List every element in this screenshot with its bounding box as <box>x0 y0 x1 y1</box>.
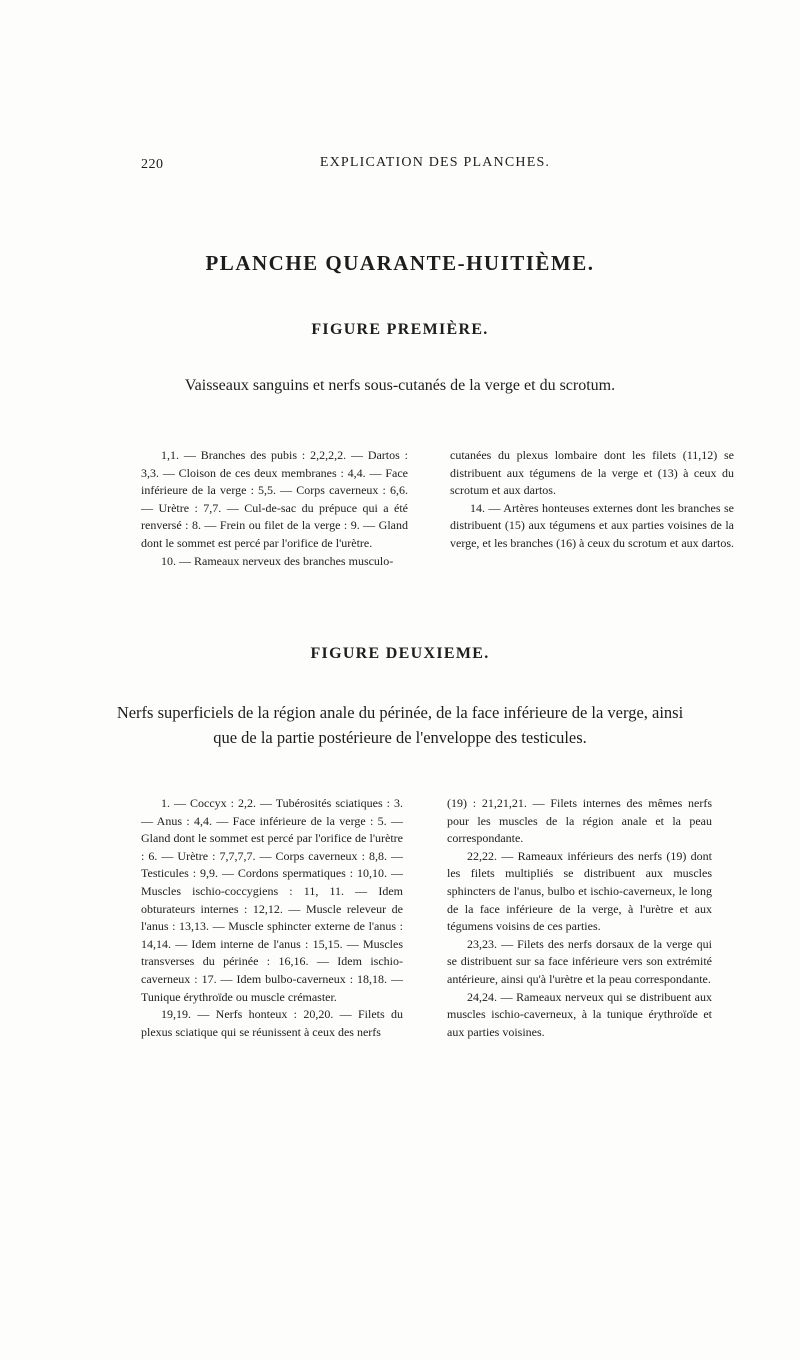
figure2-left-paragraph: 19,19. — Nerfs honteux : 20,20. — Filets du plexus sciatique qui se réunissent à ceux des nerfs <box>141 1007 403 1039</box>
figure1-right-column <box>450 447 734 553</box>
figure1-right-paragraph: 14. — Artères honteuses externes dont les branches se distribuent (15) aux tégumens et aux parties voisines de la verge, et les branches (16) à ceux du scrotum et aux dartos. <box>450 500 735 550</box>
figure2-right-paragraph: 23,23. — Filets des nerfs dorsaux de la verge qui se distribuent sur sa face inférieure vers son extrémité antérieure, ainsi qu'à l'urètre et la peau correspondante. <box>447 936 712 986</box>
figure1-right-paragraph: cutanées du plexus lombaire dont les filets (11,12) se distribuent aux tégumens de la verge et (13) à ceux du scrotum et aux dartos. <box>450 448 734 498</box>
figure2-left-paragraph: 1. — Coccyx : 2,2. — Tubérosités sciatiques : 3. — Anus : 4,4. — Face inférieure de la verge : 5. — Gland dont le sommet est percé par l'orifice de l'urètre : 6. — Urètre : 7,7,7,7. — Corps caverneux : 8,8. — Testicules : 9,9. — Cordons spermatiques : 10,10. — Muscles ischio-coccygiens : 11, 11. — Idem obturateurs internes : 12,12. — Muscle releveur de l'anus : 13,13. — Muscle sphincter externe de l'anus : 14,14. — Idem interne de l'anus : 15,15. — Muscles transverses du périnée : 16,16. — Idem ischio-caverneux : 17. — Idem bulbo-caverneux : 18,18. — Tunique érythroïde ou muscle crémaster. <box>141 796 403 1004</box>
figure2-subtitle-line: Nerfs superficiels de la région anale du périnée, de la face inférieure de la verge, ainsi <box>116 703 684 722</box>
figure1-left-paragraph: 1,1. — Branches des pubis : 2,2,2,2. — Dartos : 3,3. — Cloison de ces deux membranes : 4,4. — Face inférieure de la verge : 5,5. — Corps caverneux : 6,6. — Urètre : 7,7. — Cul-de-sac du prépuce qui a été renversé : 8. — Frein ou filet de la verge : 9. — Gland dont le sommet est percé par l'orifice de l'urètre. <box>141 448 408 550</box>
figure1-left-column <box>141 447 408 570</box>
figure1-heading: FIGURE PREMIÈRE. <box>311 321 489 338</box>
plate-title: PLANCHE QUARANTE-HUITIÈME. <box>205 251 595 275</box>
figure1-subtitle: Vaisseaux sanguins et nerfs sous-cutanés de la verge et du scrotum. <box>184 377 616 394</box>
figure2-subtitle-line: que de la partie postérieure de l'enveloppe des testicules. <box>213 728 587 747</box>
figure2-right-paragraph: 22,22. — Rameaux inférieurs des nerfs (19) dont les filets multipliés se distribuent aux muscles sphincters de l'anus, bulbo et ischio-caverneux, le long de la face inférieure de la verge, à l'urètre et aux tégumens voisins de ces parties. <box>447 848 712 934</box>
figure2-left-column <box>141 795 403 1041</box>
figure2-subtitle <box>0 700 800 750</box>
figure2-right-paragraph: (19) : 21,21,21. — Filets internes des mêmes nerfs pour les muscles de la région anale et la peau correspondante. <box>447 796 712 846</box>
page-number: 220 <box>141 157 164 172</box>
figure2-right-paragraph: 24,24. — Rameaux nerveux qui se distribuent aux muscles ischio-caverneux, à la tunique érythroïde et aux parties voisines. <box>447 989 712 1039</box>
figure1-left-paragraph: 10. — Rameaux nerveux des branches musculo- <box>161 553 394 568</box>
running-title: EXPLICATION DES PLANCHES. <box>319 155 551 170</box>
figure2-right-column <box>447 795 712 1041</box>
figure2-heading: FIGURE DEUXIEME. <box>310 645 490 662</box>
